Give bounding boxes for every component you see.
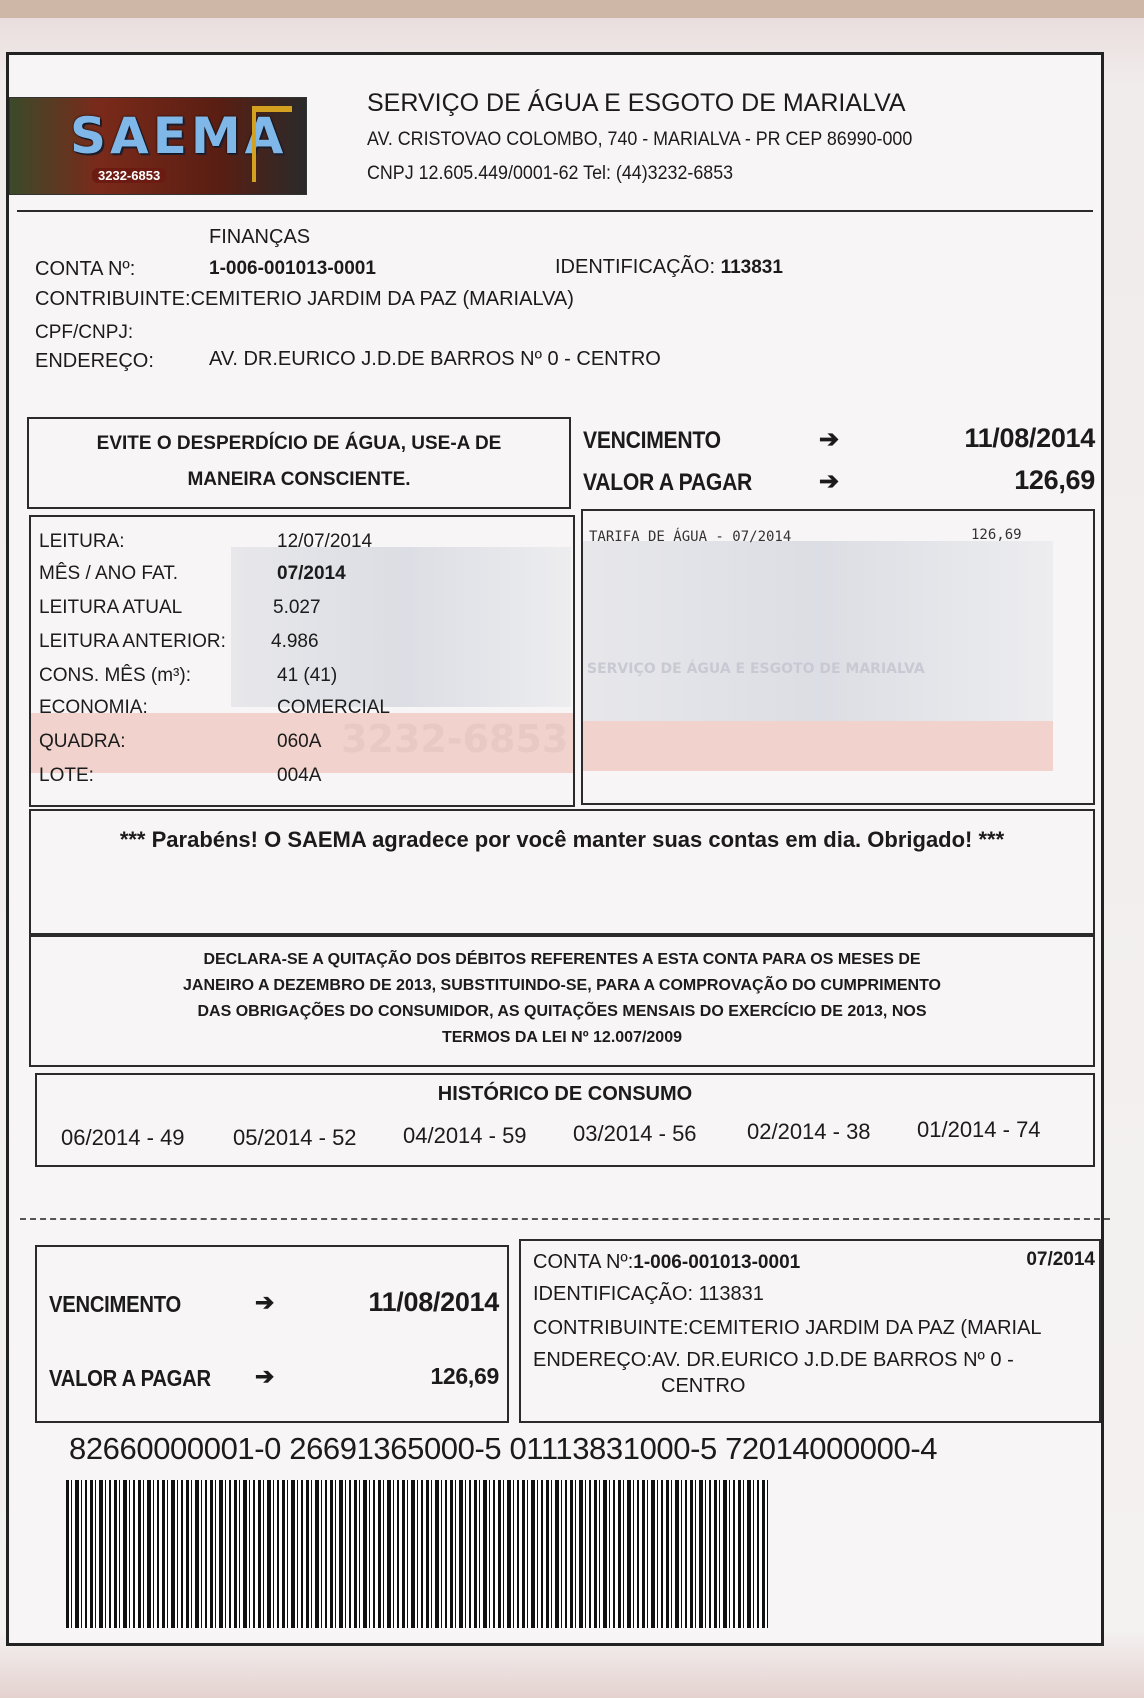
reading-value: 5.027 (273, 597, 321, 618)
history-title: HISTÓRICO DE CONSUMO (437, 1083, 693, 1105)
notice-box (27, 417, 571, 509)
contribuinte (35, 288, 574, 311)
stub-payment-box (35, 1245, 509, 1423)
stub-conta-value: 1-006-001013-0001 (633, 1252, 801, 1273)
cpf-label: CPF/CNPJ: (35, 322, 134, 343)
tariff-box (581, 509, 1095, 805)
reading-value: 12/07/2014 (277, 531, 373, 552)
cut-line (20, 1218, 1110, 1220)
reading-label: LEITURA: (39, 531, 125, 552)
reading-box (29, 515, 575, 807)
endereco-label: ENDEREÇO: (35, 350, 154, 372)
reading-value: 004A (277, 765, 322, 786)
stub-ref: 07/2014 (1026, 1249, 1095, 1270)
vencimento-value: 11/08/2014 (964, 423, 1095, 453)
history-item: 04/2014 - 59 (403, 1123, 527, 1148)
id-label: IDENTIFICAÇÃO: (555, 256, 716, 278)
reading-label: LEITURA ANTERIOR: (39, 631, 226, 652)
valve-icon (252, 106, 292, 182)
bill-frame (6, 52, 1104, 1646)
stub-id-label: IDENTIFICAÇÃO: (533, 1283, 694, 1305)
reading-value: 07/2014 (277, 563, 346, 584)
conta-value: 1-006-001013-0001 (209, 258, 376, 279)
id-value: 113831 (720, 257, 783, 278)
arrow-icon: ➔ (819, 426, 840, 453)
reading-label: QUADRA: (39, 731, 126, 752)
stub-endereco-2: CENTRO (661, 1375, 746, 1397)
message-box (29, 809, 1095, 937)
declaration-box (29, 933, 1095, 1067)
tariff-label: TARIFA DE ÁGUA - 07/2014 (589, 529, 792, 545)
notice-line1: EVITE O DESPERDÍCIO DE ÁGUA, USE-A DE (96, 433, 502, 454)
barcode (66, 1480, 768, 1628)
contribuinte-label: CONTRIBUINTE: (35, 288, 191, 310)
reading-value: 060A (277, 731, 322, 752)
stub-valor-value: 126,69 (430, 1363, 499, 1389)
arrow-icon: ➔ (255, 1289, 275, 1315)
arrow-icon: ➔ (255, 1363, 275, 1389)
conta-label: CONTA Nº: (35, 258, 136, 280)
watermark-text: SERVIÇO DE ÁGUA E ESGOTO DE MARIALVA (587, 661, 925, 677)
stub-conta-label: CONTA Nº: (533, 1251, 634, 1273)
stub-vencimento-label: VENCIMENTO (49, 1291, 181, 1317)
history-box (35, 1073, 1095, 1167)
stub-conta (533, 1251, 800, 1274)
identificacao (555, 256, 783, 279)
valor-label: VALOR A PAGAR (583, 469, 753, 496)
account-section (17, 210, 1093, 406)
stub-valor-label: VALOR A PAGAR (49, 1365, 211, 1391)
barcode-digits: 82660000001-0 26691365000-5 01113831000-5 72014000000-4 (69, 1431, 938, 1466)
company-cnpj-tel: CNPJ 12.605.449/0001-62 Tel: (44)3232-6853 (367, 163, 734, 184)
declaration-line: DAS OBRIGAÇÕES DO CONSUMIDOR, AS QUITAÇÕES MENSAIS DO EXERCÍCIO DE 2013, NOS (197, 1003, 927, 1020)
watermark-photo (583, 541, 1053, 721)
logo-text: SAEMA (70, 107, 288, 165)
watermark-band (583, 721, 1053, 771)
endereco-value: AV. DR.EURICO J.D.DE BARROS Nº 0 - CENTRO (209, 348, 661, 370)
arrow-icon: ➔ (819, 468, 840, 495)
company-name: SERVIÇO DE ÁGUA E ESGOTO DE MARIALVA (367, 89, 906, 117)
history-item: 05/2014 - 52 (233, 1125, 357, 1150)
reading-label: LOTE: (39, 765, 94, 786)
reading-label: LEITURA ATUAL (39, 597, 183, 618)
thanks-message: *** Parabéns! O SAEMA agradece por você manter suas contas em dia. Obrigado! *** (119, 827, 1005, 852)
declaration-line: TERMOS DA LEI Nº 12.007/2009 (441, 1029, 682, 1046)
reading-label: ECONOMIA: (39, 697, 148, 718)
reading-value: 41 (41) (277, 665, 338, 686)
stub-contribuinte: CONTRIBUINTE:CEMITERIO JARDIM DA PAZ (MARIAL (533, 1317, 1042, 1339)
valor-value: 126,69 (1014, 465, 1095, 495)
stub-endereco: ENDEREÇO:AV. DR.EURICO J.D.DE BARROS Nº 0 - (533, 1349, 1014, 1371)
saema-logo (9, 97, 307, 195)
contribuinte-value: CEMITERIO JARDIM DA PAZ (MARIALVA) (190, 288, 574, 310)
reading-label: CONS. MÊS (m³): (39, 665, 191, 686)
notice-line2: MANEIRA CONSCIENTE. (187, 469, 411, 490)
history-item: 02/2014 - 38 (747, 1119, 871, 1144)
stub-id-value: 113831 (698, 1283, 764, 1305)
reading-label: MÊS / ANO FAT. (39, 563, 179, 584)
watermark-phone: 3232-6853 (341, 717, 569, 761)
reading-value: 4.986 (271, 631, 319, 652)
section-title: FINANÇAS (209, 226, 311, 248)
tariff-value: 126,69 (971, 527, 1022, 543)
declaration-line: DECLARA-SE A QUITAÇÃO DOS DÉBITOS REFERENTES A ESTA CONTA PARA OS MESES DE (203, 951, 921, 968)
company-address: AV. CRISTOVAO COLOMBO, 740 - MARIALVA - PR CEP 86990-000 (367, 129, 913, 150)
history-item: 06/2014 - 49 (61, 1125, 185, 1150)
history-item: 03/2014 - 56 (573, 1121, 697, 1146)
reading-value: COMERCIAL (277, 697, 390, 718)
vencimento-label: VENCIMENTO (583, 427, 721, 454)
stub-vencimento-value: 11/08/2014 (368, 1287, 499, 1317)
logo-phone: 3232-6853 (92, 168, 166, 183)
declaration-line: JANEIRO A DEZEMBRO DE 2013, SUBSTITUINDO-SE, PARA A COMPROVAÇÃO DO CUMPRIMENTO (183, 977, 941, 994)
stub-account-box (519, 1239, 1101, 1423)
history-item: 01/2014 - 74 (917, 1117, 1041, 1142)
stub-id (533, 1283, 764, 1306)
